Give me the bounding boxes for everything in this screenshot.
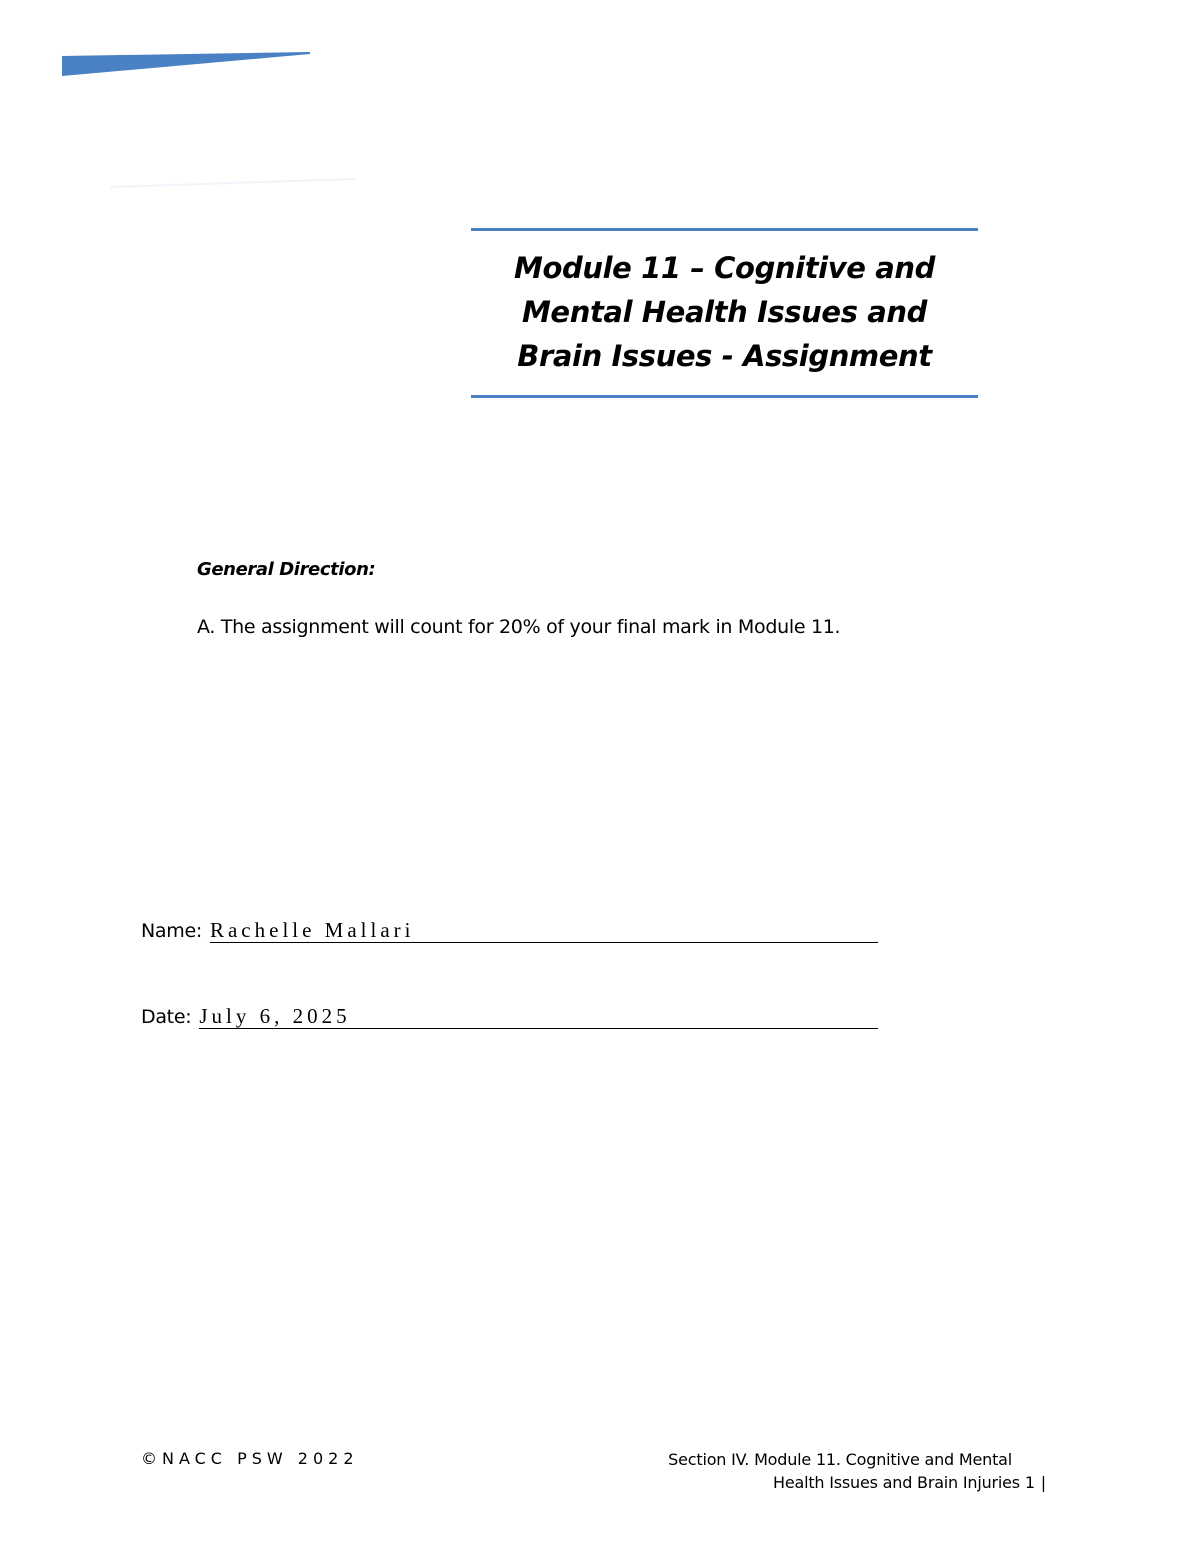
direction-item-a: A. The assignment will count for 20% of your final mark in Module 11. [197,616,841,638]
footer-page-separator: | [1040,1473,1046,1492]
footer-section-info [626,1448,1046,1494]
footer-page-number: 1 [1024,1473,1035,1492]
footer-copyright: ©NACC PSW 2022 [141,1449,359,1468]
header-decoration-shape [62,52,312,78]
general-direction-label: General Direction: [197,559,376,580]
date-value[interactable]: July 6, 2025 [199,1004,878,1029]
date-label: Date: [141,1006,192,1028]
date-field-row [141,999,878,1029]
footer-section-line1: Section IV. Module 11. Cognitive and Mental [668,1450,1012,1469]
name-label: Name: [141,920,202,942]
name-value[interactable]: Rachelle Mallari [210,918,878,943]
document-title: Module 11 – Cognitive and Mental Health Issues and Brain Issues - Assignment [514,251,935,373]
title-block [471,228,978,398]
footer-section-line2-wrap [626,1471,1046,1494]
footer-section-line2: Health Issues and Brain Injuries [773,1473,1020,1492]
header-faint-line [110,176,355,188]
name-field-row [141,913,878,943]
